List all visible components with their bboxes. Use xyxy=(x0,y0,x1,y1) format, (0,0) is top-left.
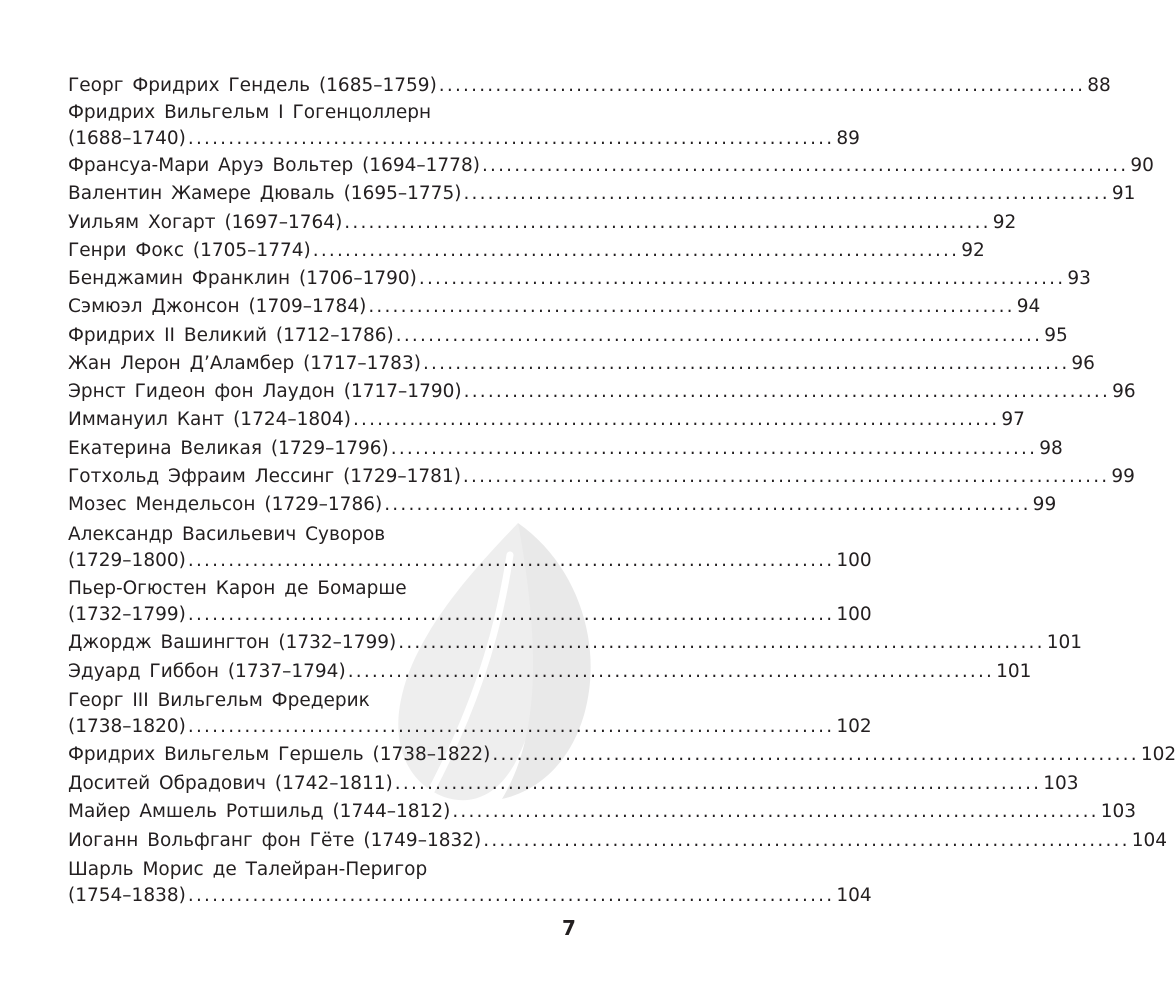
dot-leader: ................................................................................ xyxy=(418,268,1066,289)
entry-page: 89 xyxy=(836,128,860,149)
toc-entry[interactable] xyxy=(68,576,872,628)
toc-entry[interactable] xyxy=(68,522,872,574)
entry-page: 99 xyxy=(1032,494,1057,515)
entry-title: Уильям Хогарт (1697–1764) xyxy=(68,212,343,233)
toc-entry[interactable] xyxy=(68,492,1057,518)
entry-page: 91 xyxy=(1111,183,1136,204)
toc-entry[interactable] xyxy=(68,100,860,152)
toc-entry[interactable] xyxy=(68,799,1137,825)
entry-page: 92 xyxy=(961,240,985,261)
dot-leader: ................................................................................ xyxy=(187,128,835,149)
entry-page: 104 xyxy=(1131,830,1168,851)
entry-title: Сэмюэл Джонсон (1709–1784) xyxy=(68,296,367,317)
dot-leader: ................................................................................ xyxy=(390,438,1038,459)
entry-title-continued: (1754–1838) xyxy=(68,885,186,906)
toc-entry[interactable] xyxy=(68,771,1079,797)
entry-title: Майер Амшель Ротшильд (1744–1812) xyxy=(68,801,451,822)
dot-leader: ................................................................................ xyxy=(187,550,835,571)
entry-title-continued: (1738–1820) xyxy=(68,716,186,737)
toc-entry[interactable] xyxy=(68,379,1136,405)
toc-entry[interactable] xyxy=(68,407,1025,433)
entry-title: Франсуа-Мари Аруэ Вольтер (1694–1778) xyxy=(68,155,480,176)
dot-leader: ................................................................................ xyxy=(481,155,1129,176)
page-number: 7 xyxy=(562,916,576,940)
dot-leader: ................................................................................ xyxy=(395,325,1043,346)
dot-leader: ................................................................................ xyxy=(187,604,835,625)
dot-leader: ................................................................................ xyxy=(462,466,1110,487)
entry-title: Бенджамин Франклин (1706–1790) xyxy=(68,268,417,289)
entry-page: 97 xyxy=(1001,409,1025,430)
entry-page: 103 xyxy=(1100,801,1137,822)
entry-page: 88 xyxy=(1087,75,1111,96)
dot-leader: ................................................................................ xyxy=(368,296,1015,317)
toc-entry[interactable] xyxy=(68,688,872,740)
entry-page: 102 xyxy=(836,716,872,737)
entry-page: 92 xyxy=(992,212,1017,233)
toc-entry[interactable] xyxy=(68,210,1017,236)
dot-leader: ................................................................................ xyxy=(312,240,960,261)
toc-entry[interactable] xyxy=(68,238,985,264)
dot-leader: ................................................................................ xyxy=(187,885,835,906)
entry-page: 95 xyxy=(1044,325,1068,346)
toc-entry[interactable] xyxy=(68,659,1032,685)
dot-leader: ................................................................................ xyxy=(344,212,991,233)
dot-leader: ................................................................................ xyxy=(422,353,1070,374)
dot-leader: ................................................................................ xyxy=(398,632,1045,653)
toc-entry[interactable] xyxy=(68,464,1135,490)
entry-page: 104 xyxy=(836,885,872,906)
entry-title: Екатерина Великая (1729–1796) xyxy=(68,438,389,459)
entry-title: Валентин Жамере Дюваль (1695–1775) xyxy=(68,183,462,204)
entry-title: Эрнст Гидеон фон Лаудон (1717–1790) xyxy=(68,381,462,402)
toc-entry[interactable] xyxy=(68,323,1068,349)
entry-title: Эдуард Гиббон (1737–1794) xyxy=(68,661,346,682)
entry-title: Готхольд Эфраим Лессинг (1729–1781) xyxy=(68,466,461,487)
entry-title: Фридрих Вильгельм I Гогенцоллерн xyxy=(68,102,432,123)
dot-leader: ................................................................................ xyxy=(352,409,1000,430)
entry-title-continued: (1732–1799) xyxy=(68,604,186,625)
entry-page: 103 xyxy=(1043,773,1079,794)
dot-leader: ................................................................................ xyxy=(438,75,1086,96)
toc-entry[interactable] xyxy=(68,266,1091,292)
entry-page: 99 xyxy=(1111,466,1135,487)
dot-leader: ................................................................................ xyxy=(463,183,1110,204)
entry-title: Александр Васильевич Суворов xyxy=(68,524,386,545)
entry-title: Генри Фокс (1705–1774) xyxy=(68,240,311,261)
entry-page: 101 xyxy=(1046,632,1082,653)
dot-leader: ................................................................................ xyxy=(384,494,1031,515)
dot-leader: ................................................................................ xyxy=(187,716,835,737)
entry-page: 100 xyxy=(836,604,872,625)
toc-entry[interactable] xyxy=(68,351,1095,377)
dot-leader: ................................................................................ xyxy=(394,773,1042,794)
toc-entry[interactable] xyxy=(68,857,872,909)
entry-title: Георг III Вильгельм Фредерик xyxy=(68,690,370,711)
entry-page: 98 xyxy=(1039,438,1063,459)
dot-leader: ................................................................................ xyxy=(463,381,1111,402)
toc-entry[interactable] xyxy=(68,436,1063,462)
entry-page: 94 xyxy=(1016,296,1041,317)
toc-entry[interactable] xyxy=(68,294,1041,320)
entry-title-continued: (1729–1800) xyxy=(68,550,186,571)
toc-entry[interactable] xyxy=(68,153,1154,179)
toc-entry[interactable] xyxy=(68,742,1176,768)
entry-title: Доситей Обрадович (1742–1811) xyxy=(68,773,393,794)
dot-leader: ................................................................................ xyxy=(347,661,995,682)
entry-page: 93 xyxy=(1067,268,1091,289)
entry-page: 90 xyxy=(1130,155,1154,176)
entry-page: 101 xyxy=(996,661,1032,682)
entry-title: Фридрих II Великий (1712–1786) xyxy=(68,325,394,346)
toc-entry[interactable] xyxy=(68,630,1082,656)
entry-page: 96 xyxy=(1112,381,1136,402)
entry-title: Джордж Вашингтон (1732–1799) xyxy=(68,632,397,653)
dot-leader: ................................................................................ xyxy=(492,744,1139,765)
entry-page: 96 xyxy=(1071,353,1095,374)
entry-title: Мозес Мендельсон (1729–1786) xyxy=(68,494,383,515)
entry-page: 100 xyxy=(836,550,872,571)
toc-entry[interactable] xyxy=(68,828,1168,854)
dot-leader: ................................................................................ xyxy=(483,830,1130,851)
entry-title: Жан Лерон Д’Аламбер (1717–1783) xyxy=(68,353,421,374)
entry-title: Фридрих Вильгельм Гершель (1738–1822) xyxy=(68,744,491,765)
entry-title: Георг Фридрих Гендель (1685–1759) xyxy=(68,75,437,96)
entry-title-continued: (1688–1740) xyxy=(68,128,186,149)
dot-leader: ................................................................................ xyxy=(452,801,1099,822)
toc-entry[interactable] xyxy=(68,181,1136,207)
toc-entry[interactable] xyxy=(68,73,1111,99)
entry-title: Иммануил Кант (1724–1804) xyxy=(68,409,351,430)
entry-title: Пьер-Огюстен Карон де Бомарше xyxy=(68,578,407,599)
entry-page: 102 xyxy=(1140,744,1176,765)
entry-title: Иоганн Вольфганг фон Гёте (1749–1832) xyxy=(68,830,482,851)
entry-title: Шарль Морис де Талейран-Перигор xyxy=(68,859,428,880)
